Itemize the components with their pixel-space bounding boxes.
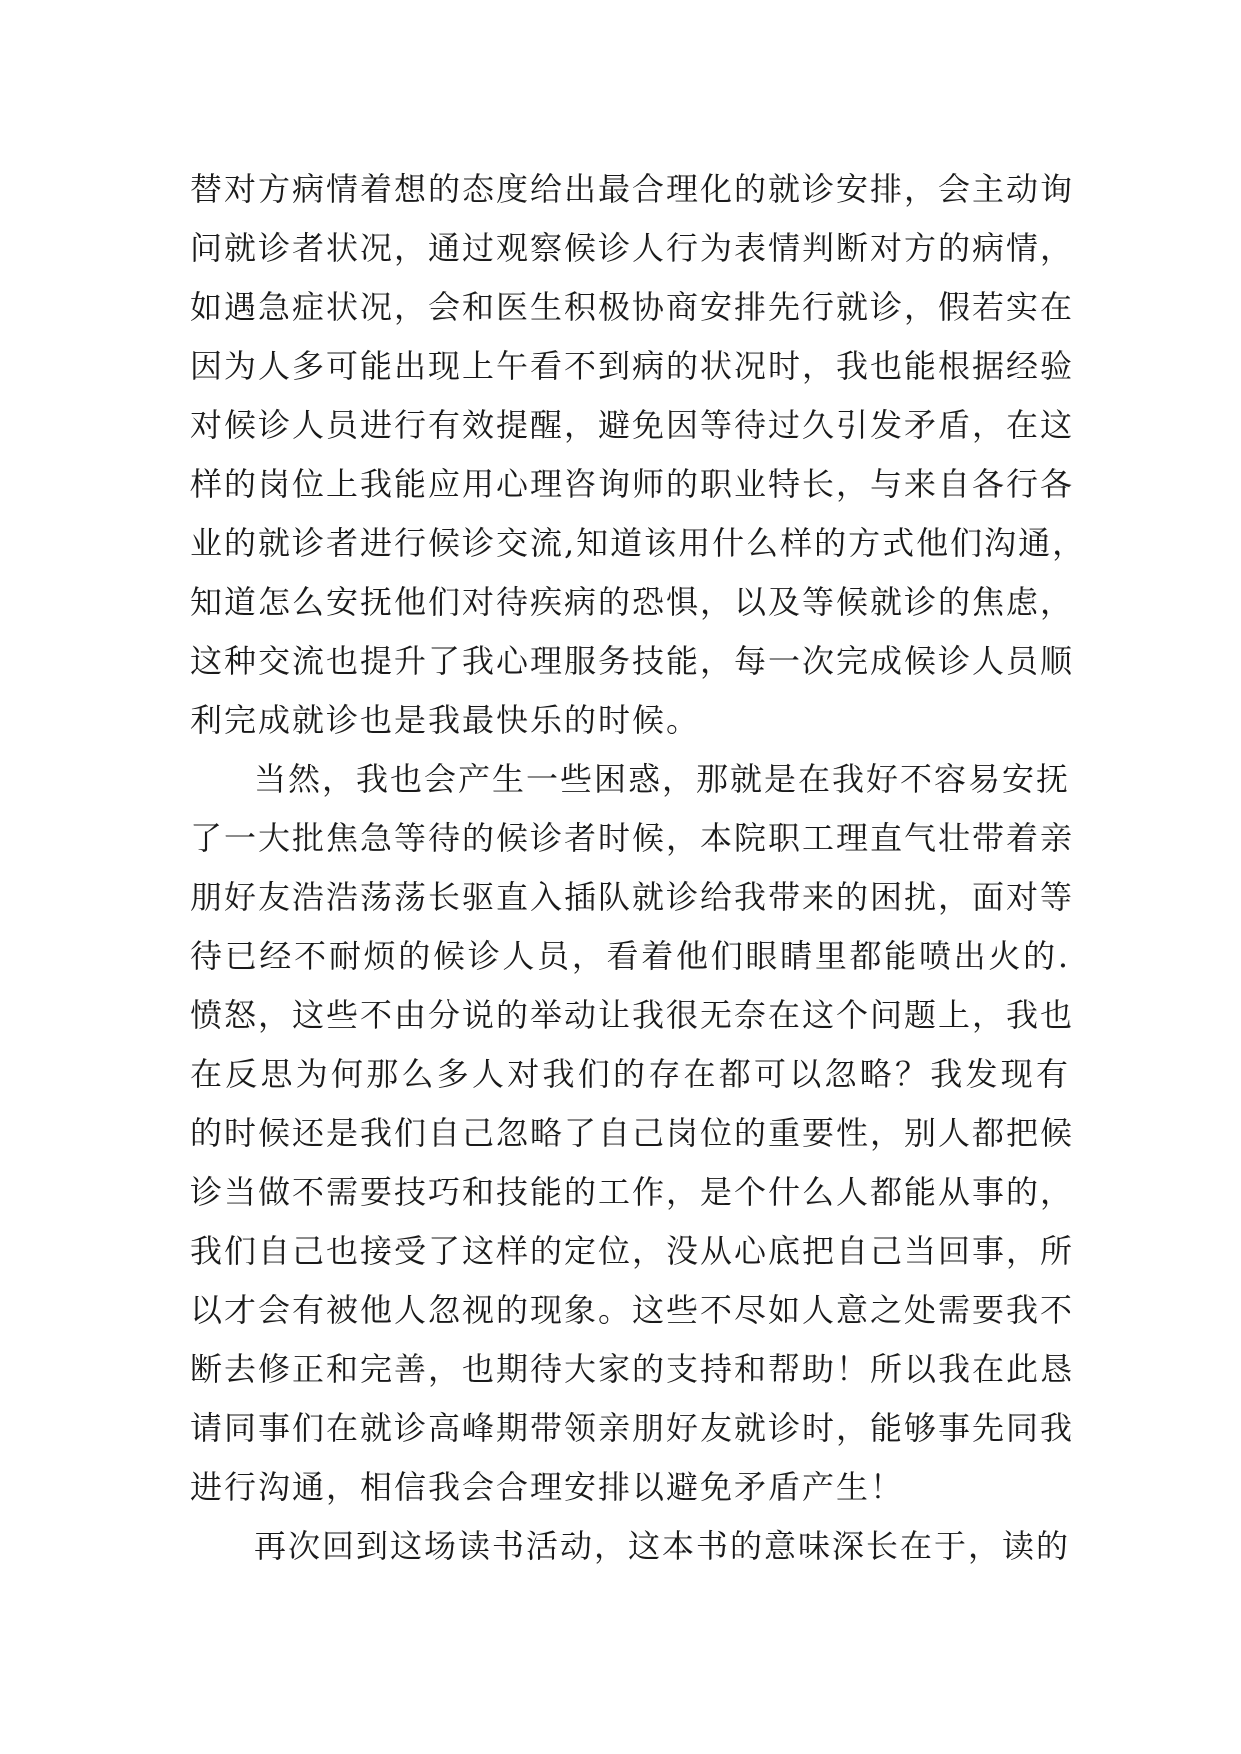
text-line: 知道怎么安抚他们对待疾病的恐惧，以及等候就诊的焦虑，: [190, 583, 1075, 621]
text-line: 诊当做不需要技巧和技能的工作，是个什么人都能从事的，: [190, 1173, 1075, 1211]
text-line: 利完成就诊也是我最快乐的时候。: [190, 701, 701, 739]
text-line: 我们自己也接受了这样的定位，没从心底把自己当回事，所: [190, 1232, 1075, 1270]
text-line: 样的岗位上我能应用心理咨询师的职业特长，与来自各行各: [190, 465, 1075, 503]
text-line: 业的就诊者进行候诊交流,知道该用什么样的方式他们沟通，: [190, 524, 1087, 562]
text-line: 进行沟通，相信我会合理安排以避免矛盾产生！: [190, 1468, 905, 1506]
text-line: 请同事们在就诊高峰期带领亲朋好友就诊时，能够事先同我: [190, 1409, 1075, 1447]
body-text: [190, 160, 1087, 1576]
text-line: 的时候还是我们自己忽略了自己岗位的重要性，别人都把候: [190, 1114, 1075, 1152]
text-line: 如遇急症状况，会和医生积极协商安排先行就诊，假若实在: [190, 288, 1075, 326]
text-line: 这种交流也提升了我心理服务技能，每一次完成候诊人员顺: [190, 642, 1075, 680]
text-line: 愤怒，这些不由分说的举动让我很无奈在这个问题上，我也: [190, 996, 1075, 1034]
text-line: 问就诊者状况，通过观察候诊人行为表情判断对方的病情，: [190, 229, 1075, 267]
paragraph-first-line: 再次回到这场读书活动，这本书的意味深长在于，读的: [254, 1527, 1071, 1565]
text-line: 待已经不耐烦的候诊人员，看着他们眼睛里都能喷出火的.: [190, 937, 1070, 975]
paragraph-first-line: 当然，我也会产生一些困惑，那就是在我好不容易安抚: [254, 760, 1071, 798]
text-line: 了一大批焦急等待的候诊者时候，本院职工理直气壮带着亲: [190, 819, 1075, 857]
text-line: 朋好友浩浩荡荡长驱直入插队就诊给我带来的困扰，面对等: [190, 878, 1075, 916]
text-line: 以才会有被他人忽视的现象。这些不尽如人意之处需要我不: [190, 1291, 1075, 1329]
text-line: 因为人多可能出现上午看不到病的状况时，我也能根据经验: [190, 347, 1075, 385]
text-line: 断去修正和完善，也期待大家的支持和帮助！所以我在此恳: [190, 1350, 1075, 1388]
text-line: 对候诊人员进行有效提醒，避免因等待过久引发矛盾，在这: [190, 406, 1075, 444]
text-line: 替对方病情着想的态度给出最合理化的就诊安排，会主动询: [190, 170, 1075, 208]
text-line: 在反思为何那么多人对我们的存在都可以忽略？我发现有: [190, 1055, 1070, 1093]
